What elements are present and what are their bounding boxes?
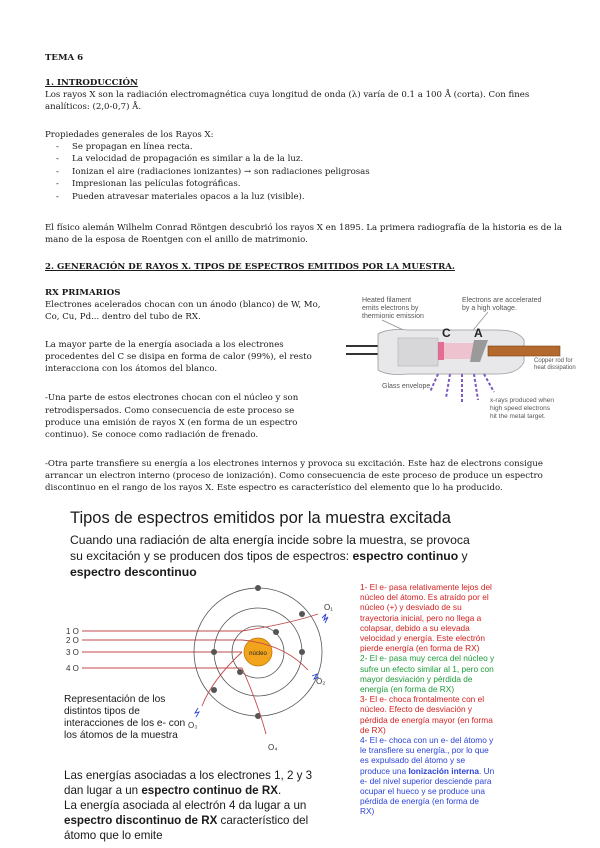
caption-line: interacciones de los e- con <box>64 718 186 729</box>
retro-line-2: retrodispersados. Como consecuencia de este proceso se <box>45 406 295 416</box>
orbit-electron <box>237 669 243 675</box>
orbit-electron <box>299 649 305 655</box>
xray-tube-diagram <box>338 288 578 428</box>
explanation-line: de RX) <box>360 724 386 735</box>
explanation-line: ocupar el hueco y se produce una <box>360 786 486 797</box>
xray-label-1: x-rays produced when <box>490 397 554 404</box>
section-2-title: 2. GENERACIÓN DE RAYOS X. TIPOS DE ESPECTROS EMITIDOS POR LA MUESTRA. <box>45 262 455 272</box>
deflected-path <box>202 652 242 706</box>
xray-label-2: high speed electrons <box>490 405 550 412</box>
explanation-bold: Ionización interna <box>408 765 479 776</box>
energy-line-3: interacciona con los átomos del blanco. <box>45 364 218 374</box>
retro-line-3: produce una emisión de rayos X (en forma de un espectro <box>45 418 298 428</box>
interaction-explanations <box>360 582 552 817</box>
explanation-1 <box>360 582 552 653</box>
out-label-4: O₄ <box>268 743 278 752</box>
out-label-1: O₁ <box>324 603 333 612</box>
retro-line-1: -Una parte de estos electrones chocan con el núcleo y son <box>45 393 299 403</box>
rontgen-line-2: mano de la esposa de Roentgen con el anillo de matrimonio. <box>45 235 308 245</box>
section-1-title: 1. INTRODUCCIÓN <box>45 78 138 88</box>
other-line-2: arrancar un electron interno (proceso de ionización). Como consecuencia de este proceso de produce un espectro <box>45 471 543 481</box>
explanation-line: 1- El e- pasa relativamente lejos del <box>360 582 492 592</box>
caption-line: Representación de los <box>64 694 166 705</box>
summary-line: La energía asociada al electrón 4 da lugar a un <box>64 799 307 812</box>
explanation-line: núcleo. Efecto de desviación y <box>360 704 473 715</box>
list-item: - Impresionan las películas fotográficas. <box>52 178 370 190</box>
explanation-line: velocidad y energía. Este electrón <box>360 633 485 644</box>
explanation-line: colapsar, debido a su elevada <box>360 622 470 633</box>
explanation-3 <box>360 694 552 735</box>
explanation-line: e- del nivel superior desciende para <box>360 775 492 786</box>
photon-squiggle <box>322 614 328 623</box>
copper-rod <box>488 346 560 356</box>
explanation-line: es expulsado del átomo y se <box>360 755 466 766</box>
other-line-1: -Otra parte transfiere su energía a los electrones internos y provoca su excitación. Este haz de electrons consigue <box>45 459 543 469</box>
subtitle-bold-2: espectro descontinuo <box>70 565 197 579</box>
subtitle-line-2: su excitación y se producen dos tipos de espectros: <box>70 549 353 563</box>
caption-line: distintos tipos de <box>64 706 140 717</box>
anode-letter: A <box>474 326 483 340</box>
explanation-text: produce una <box>360 765 409 776</box>
energy-summary <box>64 768 312 843</box>
properties-title: Propiedades generales de los Rayos X: <box>45 130 214 140</box>
panel-title: Tipos de espectros emitidos por la muestra excitada <box>70 509 451 527</box>
panel-subtitle <box>70 532 470 580</box>
beam-label-1: 1 O <box>66 627 79 636</box>
explanation-2 <box>360 653 552 694</box>
tema-heading: TEMA 6 <box>45 53 84 63</box>
summary-text: característico del <box>217 814 309 827</box>
rx-primarios-title: RX PRIMARIOS <box>45 288 121 298</box>
rx-line-1: Electrones acelerados chocan con un ánodo (blanco) de W, Mo, <box>45 300 321 310</box>
nucleus-label: núcleo <box>249 651 267 657</box>
tube-accel-label-2: by a high voltage. <box>462 305 517 312</box>
cathode-cup <box>398 338 438 366</box>
other-line-3: discontinuo en el rango de los rayos X. Este espectro es característico del elemento que lo ha producido. <box>45 483 503 493</box>
subtitle-line-1: Cuando una radiación de alta energía incide sobre la muestra, se provoca <box>70 533 470 547</box>
explanation-line: 3- El e- choca frontalmente con el <box>360 694 485 705</box>
explanation-line: le transfiere su energía., por lo que <box>360 745 489 756</box>
explanation-line: mayor desviación y pérdida de <box>360 673 473 684</box>
out-label-2: O₂ <box>316 677 326 686</box>
explanation-line: sufre un efecto similar al 1, pero con <box>360 663 494 674</box>
subtitle-y: y <box>458 549 468 563</box>
explanation-line <box>360 766 552 776</box>
orbit-electron <box>273 629 279 635</box>
explanation-line: 4- El e- choca con un e- del átomo y <box>360 735 494 746</box>
tube-accel-label-1: Electrons are accelerated <box>462 297 542 304</box>
retro-line-4: continuo). Se conoce como radiación de frenado. <box>45 430 259 440</box>
orbit-electron <box>211 649 217 655</box>
subtitle-bold-1: espectro continuo <box>352 549 459 563</box>
tube-filament-label-2: emits electrons by <box>362 305 419 312</box>
beam-label-4: 4 O <box>66 664 79 673</box>
intro-line-2: analíticos: (2,0-0,7) Å. <box>45 102 142 112</box>
explanation-line: pérdida de energía (en forma de <box>360 796 480 807</box>
deflected-path <box>242 614 318 631</box>
rontgen-line-1: El físico alemán Wilhelm Conrad Röntgen descubrió los rayos X en 1895. La primera radiografía de la historia es de la <box>45 223 562 233</box>
list-item: - La velocidad de propagación es similar a la de la luz. <box>52 153 370 165</box>
explanation-line: núcleo del átomo. Es atraído por el <box>360 592 489 603</box>
summary-text: dan lugar a un <box>64 784 142 797</box>
list-item: - Se propagan en línea recta. <box>52 141 370 153</box>
out-label-3: O₃ <box>188 721 198 730</box>
photon-squiggle <box>195 708 199 717</box>
summary-line <box>64 813 312 828</box>
list-item: - Pueden atravesar materiales opacos a la luz (visible). <box>52 191 370 203</box>
copper-label-2: heat dissipation <box>534 365 576 371</box>
explanation-line: núcleo (+) y desviado de su <box>360 602 462 613</box>
copper-label-1: Copper rod for <box>534 358 573 364</box>
explanation-4 <box>360 735 552 817</box>
rx-line-2: Co, Cu, Pd... dentro del tubo de RX. <box>45 312 201 322</box>
tube-filament-label-3: thermionic emission <box>362 313 424 320</box>
summary-line <box>64 783 312 798</box>
properties-list <box>52 141 370 203</box>
xray-label-3: hit the metal target. <box>490 413 546 420</box>
explanation-line: trayectoria inicial, pero no llega a <box>360 612 482 623</box>
summary-text: . <box>277 784 282 797</box>
electron-beam <box>438 342 444 360</box>
glass-label: Glass envelope <box>382 383 431 390</box>
orbit-electron <box>211 687 217 693</box>
explanation-line: pérdida de energía mayor (en forma <box>360 714 493 725</box>
intro-line-1: Los rayos X son la radiación electromagnética cuya longitud de onda (λ) varía de 0.1 a 100 Å (corta). Con fines <box>45 90 530 100</box>
explanation-line: pierde energía (en forma de RX) <box>360 643 480 654</box>
tube-filament-label-1: Heated filament <box>362 297 412 304</box>
representation-caption <box>64 694 185 742</box>
cathode-letter: C <box>442 326 451 340</box>
spectrum-panel <box>62 506 552 846</box>
orbit-electron <box>299 611 305 617</box>
summary-line: Las energías asociadas a los electrones 1, 2 y 3 <box>64 769 313 782</box>
explanation-line: energía (en forma de RX) <box>360 684 455 695</box>
orbit-electron <box>255 585 261 591</box>
energy-line-2: procedentes del C se disipa en forma de calor (99%), el resto <box>45 352 312 362</box>
summary-bold: espectro discontinuo de RX <box>64 814 218 827</box>
beam-label-2: 2 O <box>66 636 79 645</box>
explanation-line: RX) <box>360 806 375 817</box>
beam-label-3: 3 O <box>66 648 79 657</box>
list-item: - Ionizan el aire (radiaciones ionizantes) → son radiaciones peligrosas <box>52 166 370 178</box>
explanation-line: 2- El e- pasa muy cerca del núcleo y <box>360 653 495 664</box>
summary-bold: espectro continuo de RX <box>141 784 278 797</box>
caption-line: los átomos de la muestra <box>64 730 178 741</box>
energy-line-1: La mayor parte de la energía asociada a los electrones <box>45 340 284 350</box>
summary-line: átomo que lo emite <box>64 829 163 842</box>
explanation-text: . Un <box>478 765 495 776</box>
